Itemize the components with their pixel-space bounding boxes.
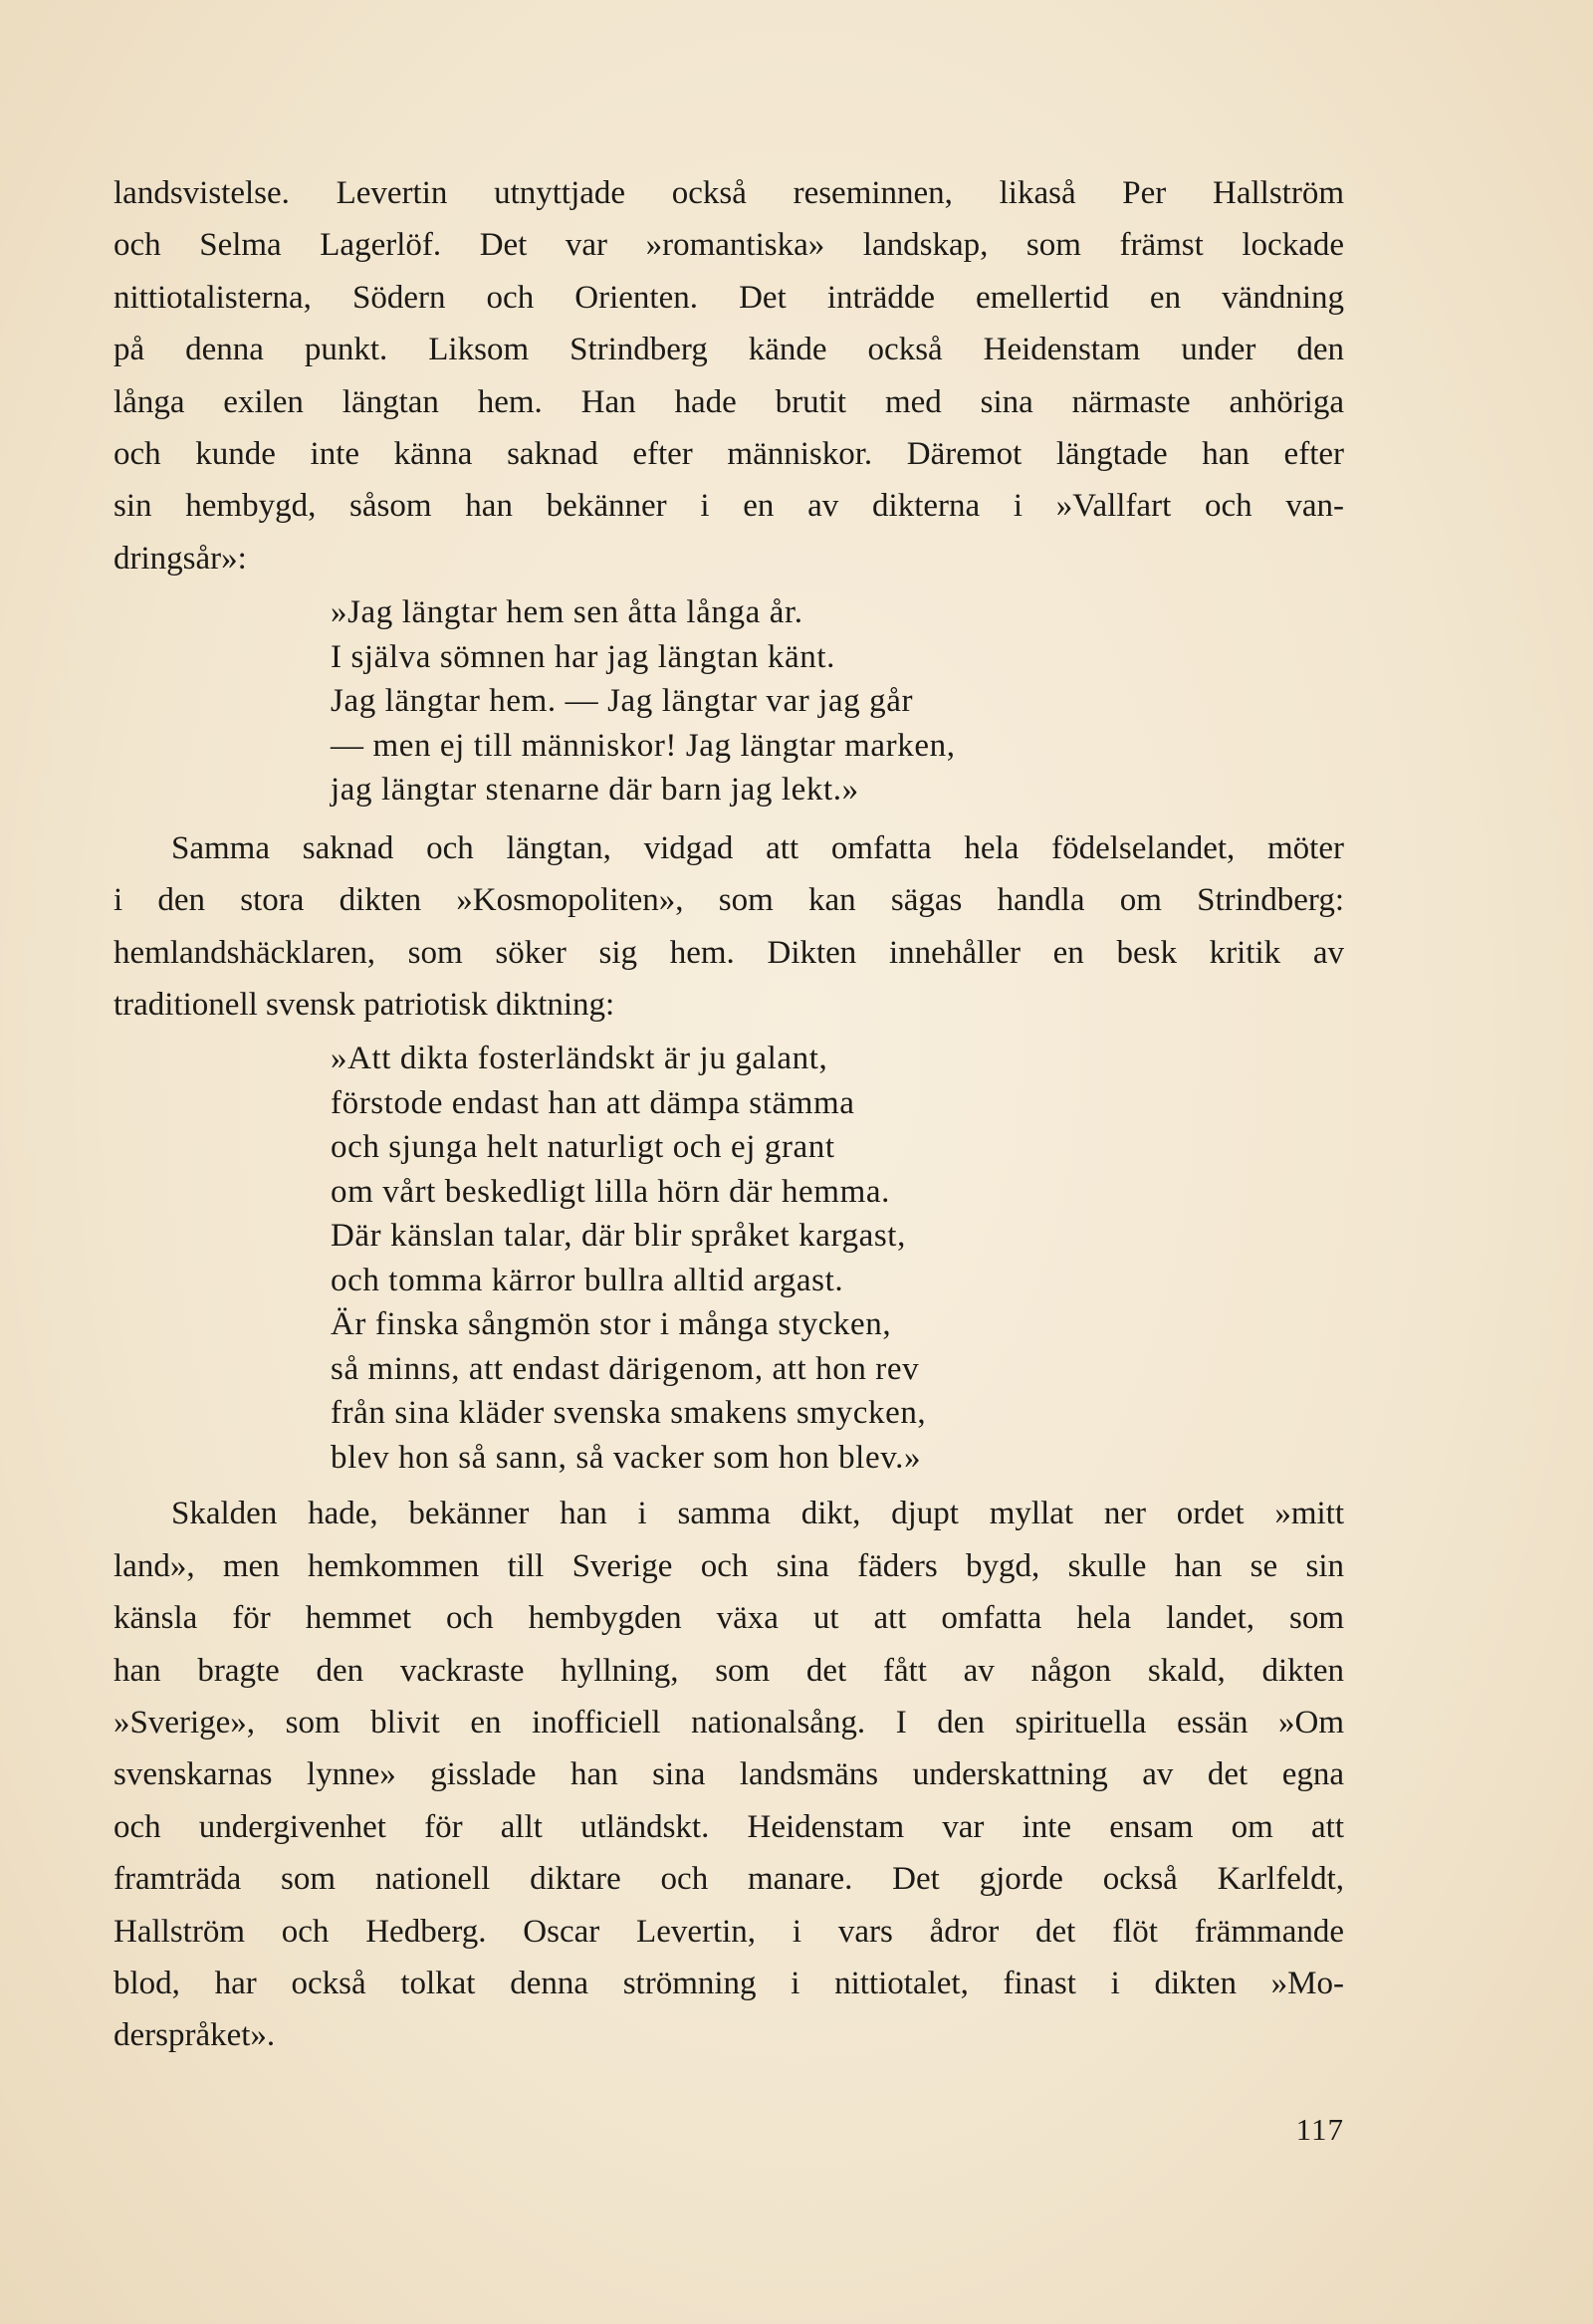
text-line: i den stora dikten »Kosmopoliten», som kan sägas handla om Strindberg: <box>114 882 1344 919</box>
text-line: och Selma Lagerlöf. Det var »romantiska» landskap, som främst lockade <box>114 227 1344 264</box>
text-line: land», men hemkommen till Sverige och sina fäders bygd, skulle han se sin <box>114 1547 1344 1584</box>
paragraph-2 <box>114 822 1344 1032</box>
text-line: Samma saknad och längtan, vidgad att omfatta hela födelselandet, möter <box>171 829 1344 866</box>
text-line: han bragte den vackraste hyllning, som det fått av någon skald, dikten <box>114 1652 1344 1689</box>
verse-line: och sjunga helt naturligt och ej grant <box>331 1129 835 1166</box>
verse-line: Är finska sångmön stor i många stycken, <box>331 1306 892 1343</box>
verse-line: Jag längtar hem. — Jag längtar var jag går <box>331 683 914 720</box>
text-line: nittiotalisterna, Södern och Orienten. Det inträdde emellertid en vändning <box>114 279 1344 316</box>
verse-line: blev hon så sann, så vacker som hon blev.» <box>331 1439 922 1476</box>
text-line: Skalden hade, bekänner han i samma dikt, djupt myllat ner ordet »mitt <box>171 1496 1344 1532</box>
text-line: framträda som nationell diktare och manare. Det gjorde också Karlfeldt, <box>114 1861 1344 1898</box>
verse-line: — men ej till människor! Jag längtar marken, <box>331 727 956 764</box>
text-line: långa exilen längtan hem. Han hade brutit med sina närmaste anhöriga <box>114 383 1344 420</box>
text-line: dringsår»: <box>114 540 247 577</box>
text-line: svenskarnas lynne» gisslade han sina landsmäns underskattning av det egna <box>114 1756 1344 1793</box>
verse-quote-1 <box>114 590 1344 813</box>
text-line: landsvistelse. Levertin utnyttjade också reseminnen, likaså Per Hallström <box>114 175 1344 211</box>
verse-line: och tomma kärror bullra alltid argast. <box>331 1262 844 1298</box>
text-line: känsla för hemmet och hembygden växa ut att omfatta hela landet, som <box>114 1600 1344 1637</box>
verse-line: om vårt beskedligt lilla hörn där hemma. <box>331 1173 890 1210</box>
text-line: blod, har också tolkat denna strömning i nittiotalet, finast i dikten »Mo- <box>114 1966 1344 2002</box>
verse-line: förstode endast han att dämpa stämma <box>331 1084 855 1121</box>
verse-quote-2 <box>114 1037 1344 1480</box>
verse-line: I själva sömnen har jag längtan känt. <box>331 638 835 675</box>
verse-line: jag längtar stenarne där barn jag lekt.» <box>331 772 859 809</box>
verse-line: så minns, att endast därigenom, att hon rev <box>331 1350 920 1387</box>
text-line: traditionell svensk patriotisk diktning: <box>114 986 615 1023</box>
page-body <box>114 167 1344 2062</box>
verse-line: »Jag längtar hem sen åtta långa år. <box>331 594 803 631</box>
text-line: derspråket». <box>114 2017 276 2054</box>
text-line: och kunde inte känna saknad efter människor. Däremot längtade han efter <box>114 436 1344 473</box>
paragraph-3 <box>114 1488 1344 2061</box>
paragraph-1 <box>114 167 1344 584</box>
text-line: och undergivenhet för allt utländskt. Heidenstam var inte ensam om att <box>114 1808 1344 1845</box>
text-line: Hallström och Hedberg. Oscar Levertin, i vars ådror det flöt främmande <box>114 1913 1344 1950</box>
verse-line: från sina kläder svenska smakens smycken, <box>331 1395 927 1432</box>
text-line: på denna punkt. Liksom Strindberg kände också Heidenstam under den <box>114 332 1344 368</box>
text-line: »Sverige», som blivit en inofficiell nationalsång. I den spirituella essän »Om <box>114 1705 1344 1741</box>
verse-line: Där känslan talar, där blir språket kargast, <box>331 1218 906 1255</box>
page-number: 117 <box>1295 2112 1344 2147</box>
text-line: hemlandshäcklaren, som söker sig hem. Dikten innehåller en besk kritik av <box>114 934 1344 971</box>
text-line: sin hembygd, såsom han bekänner i en av dikterna i »Vallfart och van- <box>114 488 1344 525</box>
verse-line: »Att dikta fosterländskt är ju galant, <box>331 1041 828 1077</box>
